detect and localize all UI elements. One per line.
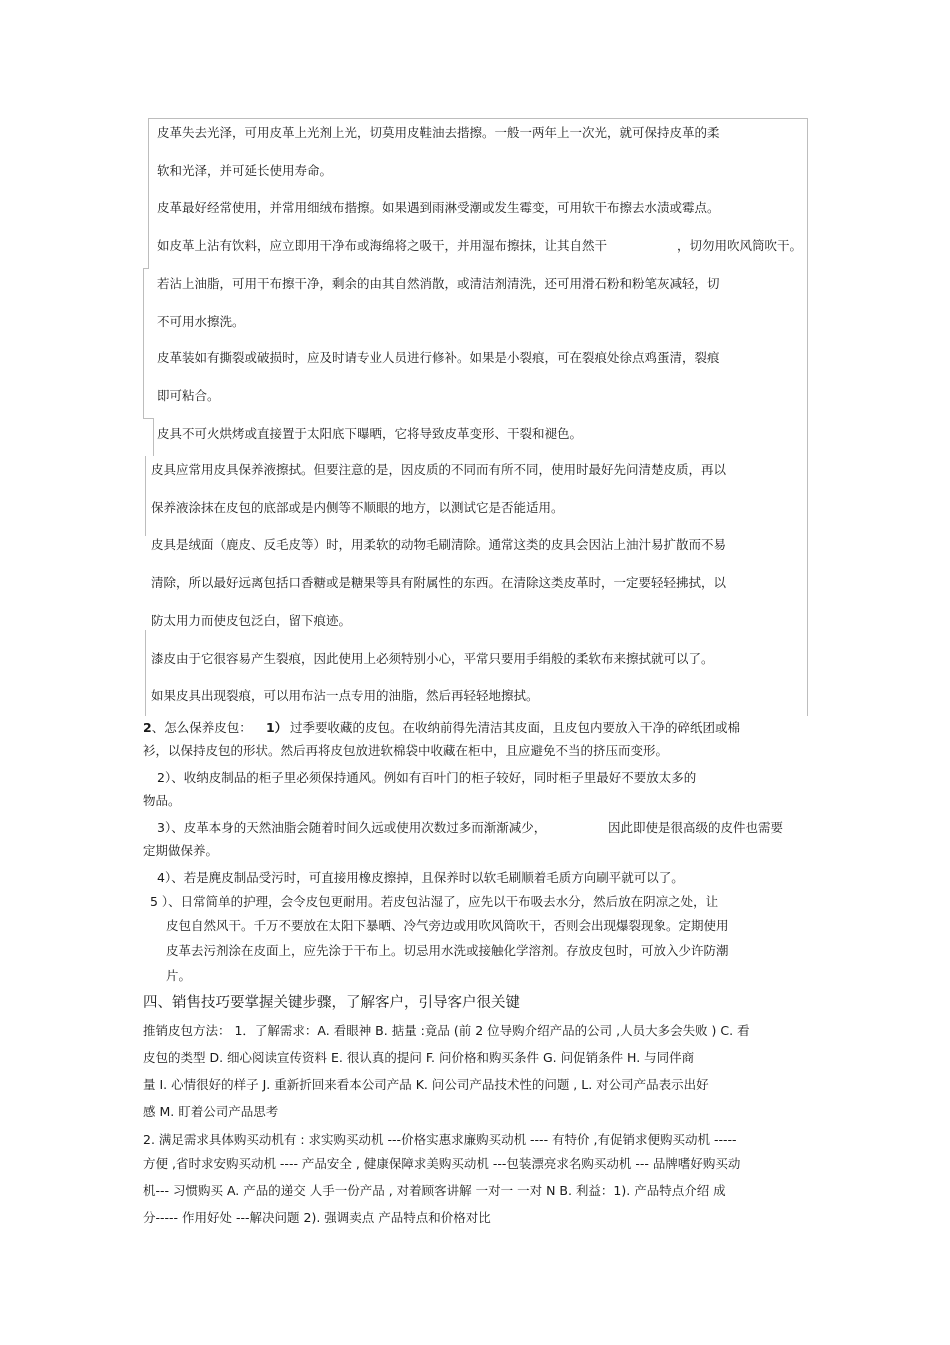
section2-item5-text: 5 ）、日常简单的护理，会令皮包更耐用。若皮包沾湿了，应先以干布吸去水分，然后放在阴凉之处，让 xyxy=(150,894,719,909)
care-line: 不可用水擦洗。 xyxy=(157,314,245,329)
section2-item5-text: 皮包自然风干。千万不要放在太阳下暴晒、冷气旁边或用吹风筒吹干，否则会出现爆裂现象。定期使用 xyxy=(166,918,729,933)
care-line: 如皮革上沾有饮料，应立即用干净布或海绵将之吸干，并用湿布擦抹，让其自然干 xyxy=(157,238,608,253)
frame-right-line xyxy=(807,118,808,716)
section2-item3-text: 3）、皮革本身的天然油脂会随着时间久远或使用次数过多而渐渐减少， xyxy=(157,820,547,835)
frame-left-line-4 xyxy=(145,456,146,536)
frame-left-line-5 xyxy=(145,630,146,716)
section4-paragraph1-line: 量 I. 心情很好的样子 J. 重新折回来看本公司产品 K. 问公司产品技术性的问题 , L. 对公司产品表示出好 xyxy=(143,1077,709,1092)
care-line: 皮革最好经常使用，并常用细绒布揩擦。如果遇到雨淋受潮或发生霉变，可用软干布擦去水渍或霉点。 xyxy=(157,200,720,215)
frame-left-line-2 xyxy=(143,268,144,418)
care-line: 皮具应常用皮具保养液擦拭。但要注意的是，因皮质的不同而有所不同，使用时最好先问清楚皮质，再以 xyxy=(151,462,727,477)
care-line: 漆皮由于它很容易产生裂痕，因此使用上必须特别小心，平常只要用手绢般的柔软布来擦拭就可以了。 xyxy=(151,651,714,666)
section2-line xyxy=(143,720,252,736)
section2-title: 、怎么保养皮包： xyxy=(151,720,252,735)
care-line: 如果皮具出现裂痕，可以用布沾一点专用的油脂，然后再轻轻地擦拭。 xyxy=(151,688,539,703)
section4-paragraph2-line: 方便 ,省时求安购买动机 ---- 产品安全 , 健康保障求美购买动机 ---包装漂亮求名购买动机 --- 品牌嗜好购买动 xyxy=(143,1156,741,1171)
section2-item4-text: 4）、若是麂皮制品受污时，可直接用橡皮擦掉，且保养时以软毛刷顺着毛质方向刷平就可以了。 xyxy=(157,870,684,885)
section2-item3-text: 定期做保养。 xyxy=(143,843,219,858)
section2-item2-text: 2）、收纳皮制品的柜子里必须保持通风。例如有百叶门的柜子较好，同时柜子里最好不要放太多的 xyxy=(157,770,697,785)
section4-paragraph1-line: 推销皮包方法： 1．了解需求：A. 看眼神 B. 掂量 :竟品 (前 2 位导购介绍产品的公司 ,人员大多会失败 ) C. 看 xyxy=(143,1023,750,1038)
care-line: 皮革装如有撕裂或破损时，应及时请专业人员进行修补。如果是小裂痕，可在裂痕处徐点鸡蛋清，裂痕 xyxy=(157,350,720,365)
care-line: 即可粘合。 xyxy=(157,388,220,403)
care-line: 清除，所以最好远离包括口香糖或是糖果等具有附属性的东西。在清除这类皮革时，一定要轻轻拂拭，以 xyxy=(151,575,727,590)
section2-item5-text: 片。 xyxy=(166,968,192,983)
frame-left-line-1 xyxy=(148,118,149,268)
section4-paragraph2-line: 2. 满足需求具体购买动机有 : 求实购买动机 ---价格实惠求廉购买动机 ---- 有特价 ,有促销求便购买动机 ----- xyxy=(143,1132,737,1147)
frame-top-line xyxy=(148,118,808,119)
section2-item1-number: 1） xyxy=(266,720,288,735)
care-line: 保养液涂抹在皮包的底部或是内侧等不顺眼的地方，以测试它是否能适用。 xyxy=(151,500,564,515)
section4-paragraph1-line: 感 M. 盯着公司产品思考 xyxy=(143,1104,279,1119)
section4-heading: 四、销售技巧要掌握关键步骤，了解客户，引导客户很关键 xyxy=(143,995,520,1011)
care-line: 皮革失去光泽，可用皮革上光剂上光，切莫用皮鞋油去揩擦。一般一两年上一次光，就可保持皮革的柔 xyxy=(157,125,720,140)
section2-item3-text: 因此即使是很高级的皮件也需要 xyxy=(608,820,784,835)
frame-left-line-3 xyxy=(153,418,154,456)
section4-paragraph2-line: 机--- 习惯购买 A. 产品的递交 人手一份产品 , 对着顾客讲解 一对一 一对 N B. 利益：1). 产品特点介绍 成 xyxy=(143,1183,726,1198)
care-line: 皮具是绒面（鹿皮、反毛皮等）时，用柔软的动物毛刷清除。通常这类的皮具会因沾上油汁易扩散而不易 xyxy=(151,537,727,552)
care-line: ，切勿用吹风筒吹干。 xyxy=(677,238,803,253)
section2-item5-text: 皮革去污剂涂在皮面上，应先涂于干布上。切忌用水洗或接触化学溶剂。存放皮包时，可放入少许防潮 xyxy=(166,943,729,958)
section2-item2-text: 物品。 xyxy=(143,793,181,808)
section2-number: 2 xyxy=(143,720,152,735)
section2-item1-text: 过季要收藏的皮包。在收纳前得先清洁其皮面，且皮包内要放入干净的碎纸团或棉 xyxy=(290,720,741,735)
section2-item1-text: 衫，以保持皮包的形状。然后再将皮包放进软棉袋中收藏在柜中，且应避免不当的挤压而变形。 xyxy=(143,743,669,758)
care-line: 若沾上油脂，可用干布擦干净，剩余的由其自然消散，或清洁剂清洗，还可用滑石粉和粉笔灰减轻，切 xyxy=(157,276,720,291)
section4-paragraph2-line: 分----- 作用好处 ---解决问题 2). 强调卖点 产品特点和价格对比 xyxy=(143,1210,491,1225)
section4-paragraph1-line: 皮包的类型 D. 细心阅读宣传资料 E. 很认真的提问 F. 问价格和购买条件 G. 问促销条件 H. 与同伴商 xyxy=(143,1050,695,1065)
care-line: 防太用力而使皮包泛白，留下痕迹。 xyxy=(151,613,352,628)
care-line: 皮具不可火烘烤或直接置于太阳底下曝晒，它将导致皮革变形、干裂和褪色。 xyxy=(157,426,583,441)
care-line: 软和光泽，并可延长使用寿命。 xyxy=(157,163,333,178)
